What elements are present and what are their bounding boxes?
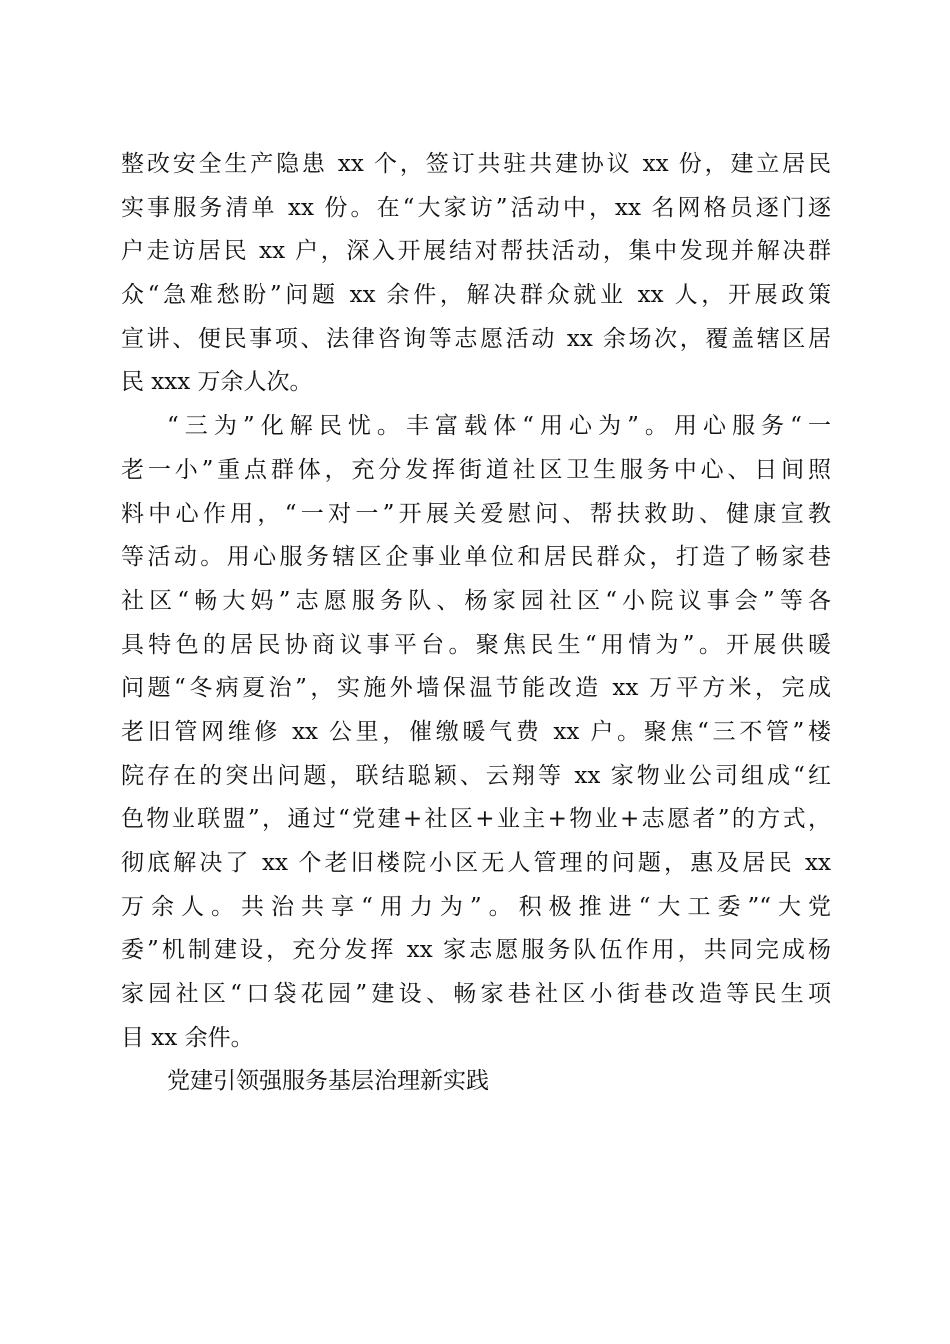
text-line-2: 实事服务清单 xx 份。在“大家访”活动中，xx 名网格员逐门逐 [121, 194, 831, 221]
paragraph-2-line-3: 料中心作用，“一对一”开展关爱慰问、帮扶救助、健康宣教 [121, 500, 831, 527]
text-line-4: 众“急难愁盼”问题 xx 余件，解决群众就业 xx 人，开展政策 [121, 282, 831, 309]
paragraph-2-line-7: 问题“冬病夏治”，实施外墙保温节能改造 xx 万平方米，完成 [121, 675, 831, 702]
paragraph-2-line-9: 院存在的突出问题，联结聪颖、云翔等 xx 家物业公司组成“红 [121, 762, 831, 789]
paragraph-2-line-4: 等活动。用心服务辖区企事业单位和居民群众，打造了畅家巷 [121, 544, 831, 571]
text-line-3: 户走访居民 xx 户，深入开展结对帮扶活动，集中发现并解决群 [121, 238, 831, 265]
paragraph-2-line-10: 色物业联盟”，通过“党建+社区+业主+物业+志愿者”的方式， [121, 806, 831, 833]
section-heading: 党建引领强服务基层治理新实践 [167, 1068, 489, 1095]
paragraph-2-line-14: 家园社区“口袋花园”建设、畅家巷社区小街巷改造等民生项 [121, 981, 831, 1008]
paragraph-2-line-13: 委”机制建设，充分发挥 xx 家志愿服务队伍作用，共同完成杨 [121, 937, 831, 964]
paragraph-2-line-1: “三为”化解民忧。丰富载体“用心为”。用心服务“一 [167, 413, 831, 440]
paragraph-2-line-15: 目 xx 余件。 [121, 1024, 254, 1051]
text-line-1: 整改安全生产隐患 xx 个，签订共驻共建协议 xx 份，建立居民 [121, 151, 831, 177]
paragraph-2-line-2: 老一小”重点群体，充分发挥街道社区卫生服务中心、日间照 [121, 456, 831, 483]
text-line-5: 宣讲、便民事项、法律咨询等志愿活动 xx 余场次，覆盖辖区居 [121, 325, 831, 352]
text-line-6: 民 xxx 万余人次。 [121, 369, 313, 396]
document-body [121, 143, 831, 1104]
paragraph-2-line-12: 万余人。共治共享“用力为”。积极推进“大工委”“大党 [121, 893, 831, 920]
paragraph-2-line-5: 社区“畅大妈”志愿服务队、杨家园社区“小院议事会”等各 [121, 587, 831, 614]
paragraph-2-line-6: 具特色的居民协商议事平台。聚焦民生“用情为”。开展供暖 [121, 631, 831, 658]
paragraph-2-line-11: 彻底解决了 xx 个老旧楼院小区无人管理的问题，惠及居民 xx [121, 850, 831, 876]
paragraph-2-line-8: 老旧管网维修 xx 公里，催缴暖气费 xx 户。聚焦“三不管”楼 [121, 718, 831, 745]
